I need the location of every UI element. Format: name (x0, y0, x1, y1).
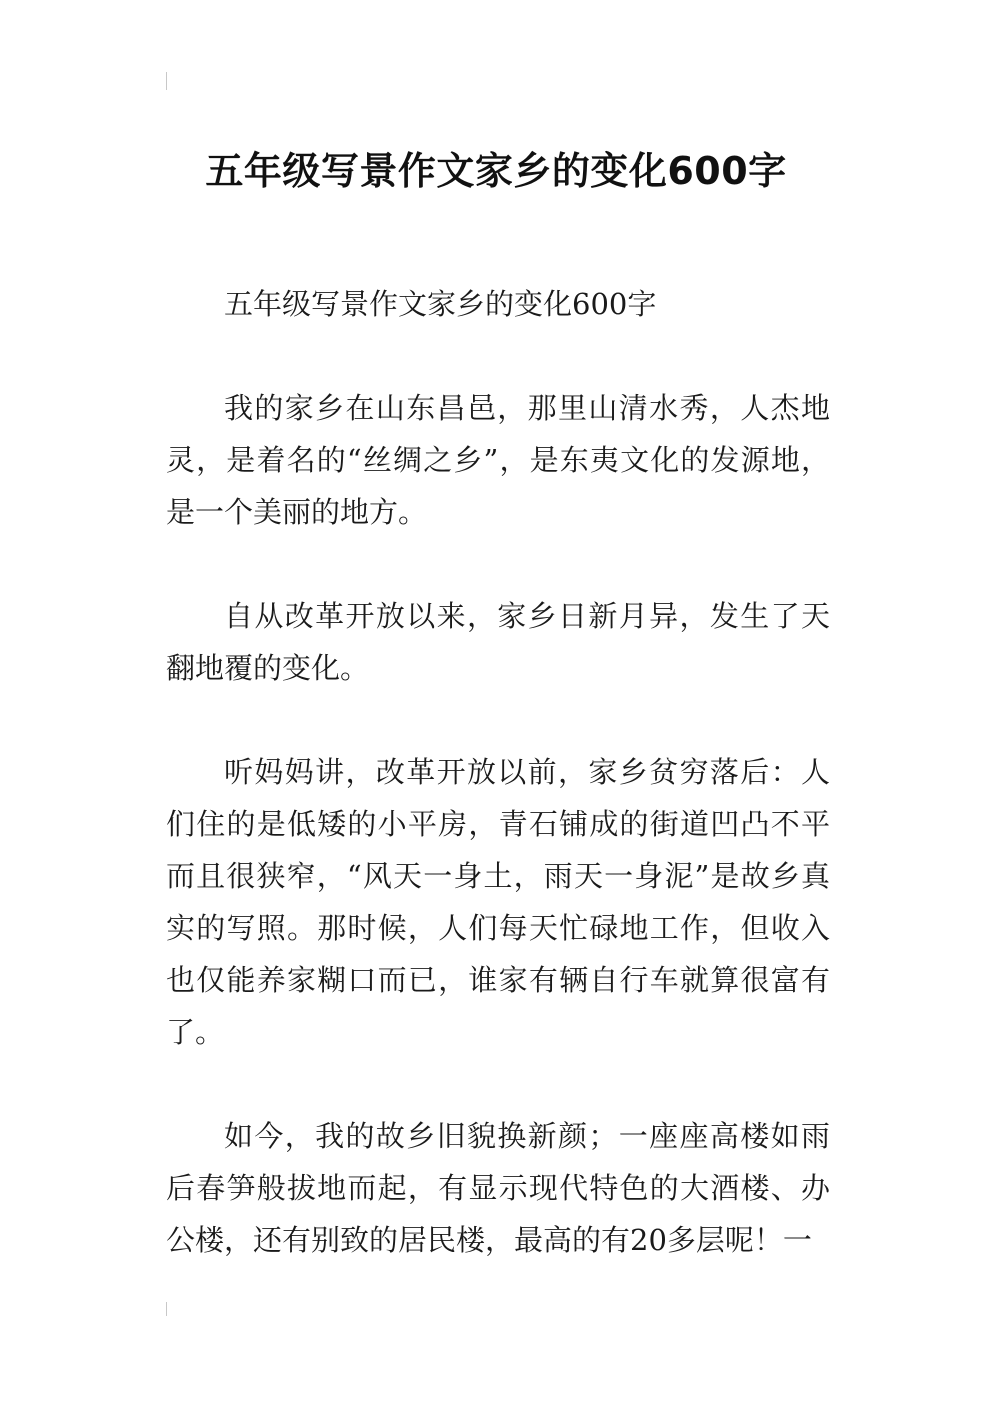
paragraph: 听妈妈讲，改革开放以前，家乡贫穷落后：人们住的是低矮的小平房，青石铺成的街道凹凸不平而且很狭窄，“风天一身土，雨天一身泥”是故乡真实的写照。那时候，人们每天忙碌地工作，但收入也仅能养家糊口而已，谁家有辆自行车就算很富有了。 (166, 755, 830, 1049)
document-title: 五年级写景作文家乡的变化600字 (205, 149, 787, 194)
document-body (166, 278, 830, 1318)
page-corner-mark-top (166, 72, 167, 90)
page-corner-mark-bottom (166, 1302, 167, 1316)
paragraph-subtitle: 五年级写景作文家乡的变化600字 (224, 287, 657, 321)
paragraph: 我的家乡在山东昌邑，那里山清水秀，人杰地灵，是着名的“丝绸之乡”，是东夷文化的发源地，是一个美丽的地方。 (166, 391, 830, 529)
paragraph: 自从改革开放以来，家乡日新月异，发生了天翻地覆的变化。 (166, 599, 830, 685)
paragraph: 如今，我的故乡旧貌换新颜；一座座高楼如雨后春笋般拔地而起，有显示现代特色的大酒楼、办公楼，还有别致的居民楼，最高的有20多层呢！一 (166, 1119, 830, 1257)
